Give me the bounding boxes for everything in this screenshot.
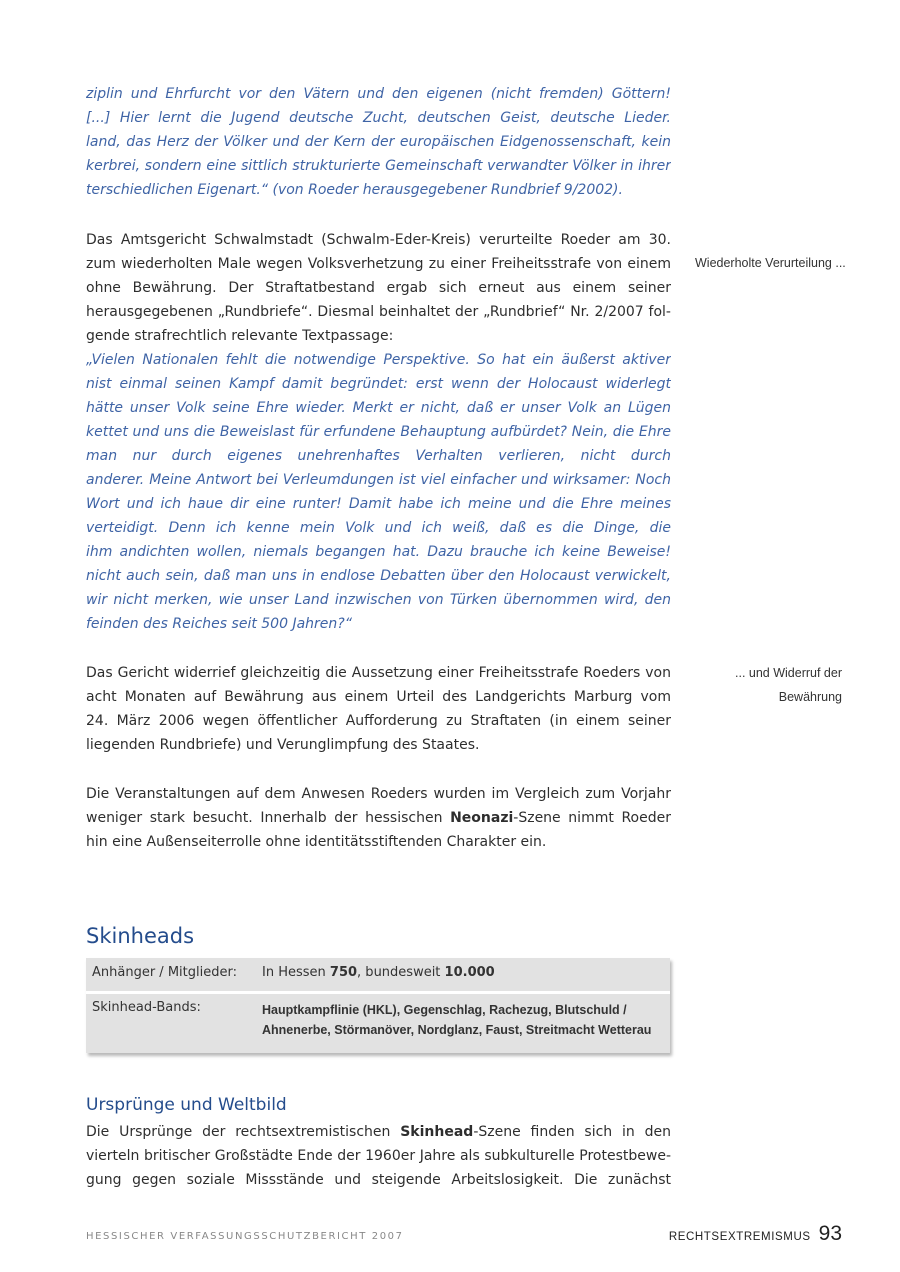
margin-note-line: Bewährung: [778, 690, 842, 704]
text-line: liegenden Rundbriefe) und Verunglimpfung des Staates.: [86, 737, 480, 753]
quote-line: terschiedlichen Eigenart.“ (von Roeder herausgegebener Rundbrief 9/2002).: [86, 182, 623, 198]
footer-section-label: RECHTSEXTREMISMUS: [668, 1231, 811, 1243]
margin-note-wiederholte-verurteilung: Wiederholte Verurteilung ...: [695, 256, 846, 270]
band-list-line: Hauptkampflinie (HKL), Gegenschlag, Rachezug, Blutschuld /: [262, 1003, 627, 1017]
text-segment: In Hessen: [262, 965, 330, 980]
table-row-bands: [86, 991, 670, 1053]
quote-line: wir nicht merken, wie unser Land inzwischen von Türken übernommen wird, den: [86, 592, 671, 608]
text-line: hin eine Außenseiterrolle ohne identitätsstiftenden Charakter ein.: [86, 834, 547, 850]
quote-line: [...] Hier lernt die Jugend deutsche Zucht, deutschen Geist, deutsche Lieder.: [86, 110, 671, 126]
quote-line: ziplin und Ehrfurcht vor den Vätern und den eigenen (nicht fremden) Göttern!: [86, 86, 671, 102]
text-line: acht Monaten auf Bewährung aus einem Urteil des Landgerichts Marburg vom: [86, 689, 671, 705]
quote-line: Wort und ich haue dir eine runter! Damit habe ich meine und die Ehre meines: [86, 496, 671, 512]
quote-line: anderer. Meine Antwort bei Verleumdungen ist viel einfacher und wirksamer: Noch: [86, 472, 671, 488]
quote-line: verteidigt. Denn ich kenne mein Volk und ich weiß, daß es die Dinge, die: [86, 520, 671, 536]
table-value-bands: [262, 1000, 651, 1040]
subsection-heading-urspruenge: Ursprünge und Weltbild: [86, 1095, 287, 1115]
quote-line: hätte unser Volk seine Ehre wieder. Merkt er nicht, daß er unser Volk an Lügen: [86, 400, 671, 416]
quote-line: „Vielen Nationalen fehlt die notwendige Perspektive. So hat ein äußerst aktiver: [86, 352, 671, 368]
footer-right: [669, 1222, 842, 1246]
margin-note-widerruf: [735, 661, 842, 709]
count-hessen: 750: [329, 965, 358, 980]
text-line: zum wiederholten Male wegen Volksverhetzung zu einer Freiheitsstrafe von einem: [86, 256, 671, 272]
text-segment: , bundesweit: [357, 965, 445, 980]
keyword-skinhead: Skinhead: [400, 1124, 474, 1140]
paragraph-amtsgericht: [86, 228, 671, 348]
text-line: 24. März 2006 wegen öffentlicher Aufforderung zu Straftaten (in einem seiner: [86, 713, 671, 729]
text-line: [86, 1120, 671, 1144]
quote-line: nist einmal seinen Kampf damit begründet: erst wenn der Holocaust widerlegt: [86, 376, 671, 392]
quote-line: ihm andichten wollen, niemals begangen hat. Dazu brauche ich keine Beweise!: [86, 544, 671, 560]
table-label: Anhänger / Mitglieder:: [92, 965, 237, 980]
text-segment: Die Ursprünge der rechtsextremistischen: [86, 1124, 401, 1140]
section-heading-skinheads: Skinheads: [86, 924, 195, 948]
quote-line: nicht auch sein, daß man uns in endlose Debatten über den Holocaust verwickelt,: [86, 568, 671, 584]
quote-line: kerbrei, sondern eine sittlich strukturierte Gemeinschaft verwandter Völker in ihrer: [86, 158, 671, 174]
text-segment: weniger stark besucht. Innerhalb der hessischen: [86, 810, 451, 826]
text-line: Das Amtsgericht Schwalmstadt (Schwalm-Eder-Kreis) verurteilte Roeder am 30.: [86, 232, 671, 248]
text-line: gende strafrechtlich relevante Textpassage:: [86, 328, 394, 344]
quote-rundbrief-9-2002: [86, 82, 671, 202]
paragraph-veranstaltungen: [86, 782, 671, 854]
quote-line: man nur durch eigenes unehrenhaftes Verhalten verlieren, nicht durch: [86, 448, 671, 464]
text-line: Die Veranstaltungen auf dem Anwesen Roeders wurden im Vergleich zum Vorjahr: [86, 786, 671, 802]
text-line: [86, 806, 671, 830]
text-line: gung gegen soziale Missstände und steigende Arbeitslosigkeit. Die zunächst: [86, 1172, 671, 1188]
quote-line: feinden des Reiches seit 500 Jahren?“: [86, 616, 352, 632]
quote-rundbrief-2-2007: [86, 348, 671, 636]
text-segment: -Szene nimmt Roeder: [513, 810, 671, 826]
quote-line: land, das Herz der Völker und der Kern der europäischen Eidgenossenschaft, kein: [86, 134, 671, 150]
paragraph-urspruenge: [86, 1120, 671, 1192]
band-list-line: Ahnenerbe, Störmanöver, Nordglanz, Faust, Streitmacht Wetterau: [262, 1023, 652, 1037]
page-number: 93: [818, 1222, 842, 1245]
count-bundesweit: 10.000: [444, 965, 495, 980]
table-label: Skinhead-Bands:: [92, 1000, 201, 1015]
text-segment: -Szene finden sich in den: [473, 1124, 671, 1140]
keyword-neonazi: Neonazi: [450, 810, 514, 826]
margin-note-line: ... und Widerruf der: [735, 666, 842, 680]
table-value: [262, 965, 495, 980]
text-line: vierteln britischer Großstädte Ende der 1960er Jahre als subkulturelle Protestbewe-: [86, 1148, 671, 1164]
text-line: Das Gericht widerrief gleichzeitig die Aussetzung einer Freiheitsstrafe Roeders von: [86, 665, 671, 681]
quote-line: kettet und uns die Beweislast für erfundene Behauptung aufbürdet? Nein, die Ehre: [86, 424, 671, 440]
text-line: herausgegebenen „Rundbriefe“. Diesmal beinhaltet der „Rundbrief“ Nr. 2/2007 fol-: [86, 304, 671, 320]
paragraph-widerruf: [86, 661, 671, 757]
footer-report-title: HESSISCHER VERFASSUNGSSCHUTZBERICHT 2007: [86, 1231, 404, 1242]
skinheads-info-table: [86, 958, 670, 1053]
table-row-anhaenger: [86, 958, 670, 991]
text-line: ohne Bewährung. Der Straftatbestand ergab sich erneut aus einem seiner: [86, 280, 671, 296]
